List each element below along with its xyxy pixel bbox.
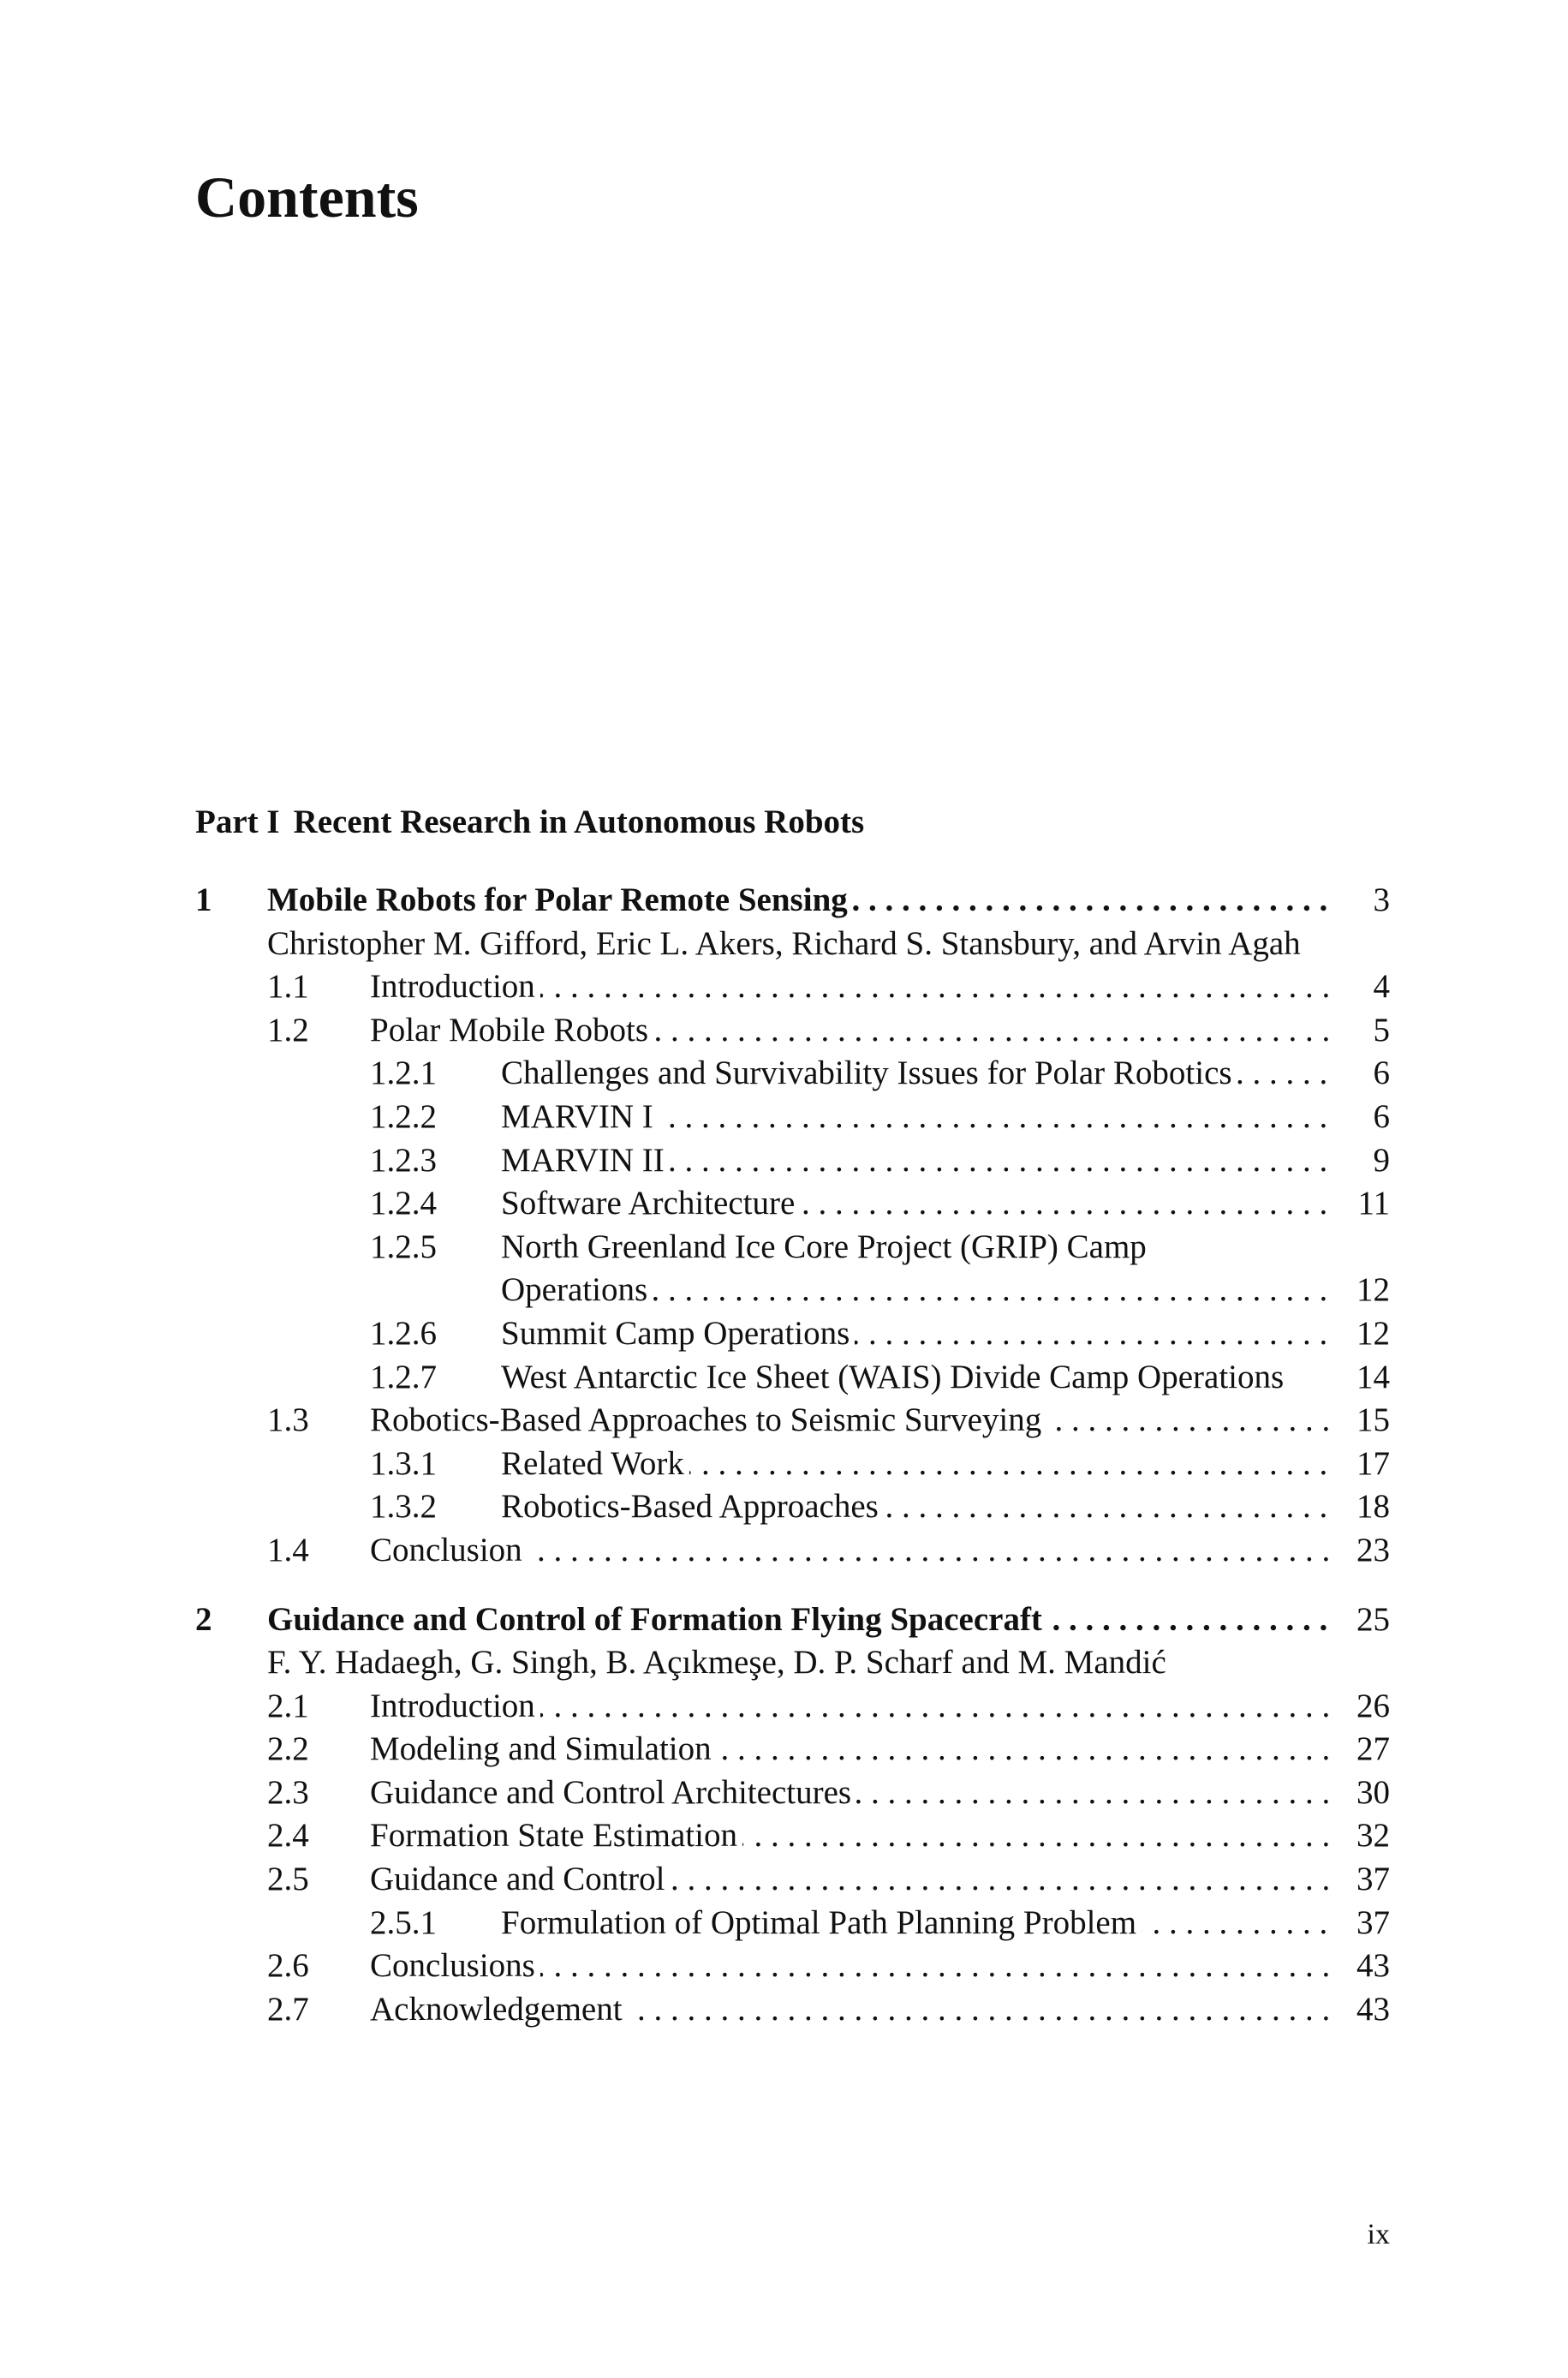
section-number: 1.1 [267, 968, 309, 1006]
section-number: 2.2 [267, 1730, 309, 1768]
page-title: Contents [195, 164, 419, 230]
folio-page-number: ix [1367, 2219, 1390, 2250]
page-number: 27 [1356, 1730, 1390, 1768]
toc-entry-1-2-5[interactable] [195, 1226, 1390, 1270]
toc-entry-1-1[interactable] [195, 965, 1390, 1009]
subsection-title: Challenges and Survivability Issues for Polar Robotics [501, 1055, 1237, 1091]
page-number: 12 [1356, 1314, 1390, 1352]
page-number: 4 [1373, 968, 1390, 1006]
section-number: 2.3 [267, 1773, 309, 1811]
section-number: 1.2 [267, 1011, 309, 1049]
toc-entry-2-3[interactable] [195, 1772, 1390, 1815]
subsection-title-continued: Operations [501, 1271, 653, 1308]
page-number: 18 [1356, 1488, 1390, 1526]
subsection-number: 1.2.3 [370, 1141, 437, 1179]
section-number: 2.5 [267, 1861, 309, 1898]
subsection-title: West Antarctic Ice Sheet (WAIS) Divide Camp Operations [501, 1359, 1289, 1395]
section-title: Guidance and Control [370, 1861, 670, 1897]
subsection-title: MARVIN I [501, 1098, 659, 1135]
section-number: 2.1 [267, 1687, 309, 1724]
section-title: Polar Mobile Robots [370, 1012, 653, 1049]
toc-entry-1-2-4[interactable] [195, 1182, 1390, 1226]
subsection-number: 1.2.1 [370, 1055, 437, 1092]
section-number: 1.4 [267, 1531, 309, 1568]
part-heading [195, 797, 1390, 848]
section-title: Robotics-Based Approaches to Seismic Surveying [370, 1401, 1046, 1438]
toc-entry-2-5[interactable] [195, 1858, 1390, 1902]
section-title: Introduction [370, 1688, 540, 1724]
page-number: 6 [1373, 1055, 1390, 1092]
page-number: 15 [1356, 1401, 1390, 1439]
page-number: 43 [1356, 1947, 1390, 1985]
toc-entry-2-6[interactable] [195, 1945, 1390, 1988]
chapter-2 [195, 1598, 1390, 2032]
page-number: 6 [1373, 1097, 1390, 1135]
chapter-authors: F. Y. Hadaegh, G. Singh, B. Açıkmeşe, D. P. Scharf and M. Mandić [267, 1644, 1166, 1682]
toc-entry-1-4[interactable] [195, 1529, 1390, 1573]
chapter-authors: Christopher M. Gifford, Eric L. Akers, Richard S. Stansbury, and Arvin Agah [267, 924, 1301, 962]
chapter-number: 2 [195, 1600, 212, 1638]
subsection-number: 1.2.4 [370, 1185, 437, 1222]
page-number: 37 [1356, 1861, 1390, 1898]
toc-entry-1-2-5-continued[interactable] [195, 1269, 1390, 1312]
subsection-number: 1.2.5 [370, 1228, 437, 1265]
section-title: Acknowledgement [370, 1991, 628, 2028]
chapter-title: Guidance and Control of Formation Flying Spacecraft [267, 1601, 1047, 1638]
toc-entry-chapter-2[interactable] [195, 1598, 1390, 1642]
subsection-number: 1.2.7 [370, 1358, 437, 1395]
part-title: Recent Research in Autonomous Robots [293, 804, 865, 840]
chapter-1 [195, 879, 1390, 1573]
toc-entry-2-2[interactable] [195, 1728, 1390, 1772]
toc-entry-1-2[interactable] [195, 1009, 1390, 1053]
table-of-contents [195, 797, 1390, 2057]
section-title: Introduction [370, 968, 540, 1005]
subsection-number: 1.2.6 [370, 1314, 437, 1352]
page-number: 12 [1356, 1271, 1390, 1309]
page-number: 5 [1373, 1011, 1390, 1049]
toc-entry-1-2-7[interactable] [195, 1356, 1390, 1400]
chapter-number: 1 [195, 881, 212, 918]
subsection-title: Robotics-Based Approaches [501, 1488, 884, 1525]
page-number: 14 [1356, 1358, 1390, 1395]
section-title: Modeling and Simulation [370, 1730, 717, 1767]
page-number: 32 [1356, 1817, 1390, 1855]
subsection-title: Related Work [501, 1445, 689, 1482]
page-number: 9 [1373, 1141, 1390, 1179]
page-number: 17 [1356, 1444, 1390, 1482]
subsection-title: Summit Camp Operations [501, 1315, 855, 1352]
toc-entry-1-2-3[interactable] [195, 1139, 1390, 1183]
subsection-number: 1.2.2 [370, 1097, 437, 1135]
toc-entry-2-7[interactable] [195, 1988, 1390, 2032]
page-number: 37 [1356, 1903, 1390, 1941]
subsection-title: MARVIN II [501, 1142, 670, 1179]
toc-entry-chapter-1[interactable] [195, 879, 1390, 923]
subsection-number: 1.3.2 [370, 1488, 437, 1526]
toc-entry-1-2-2[interactable] [195, 1096, 1390, 1139]
section-title: Formation State Estimation [370, 1817, 742, 1854]
section-number: 2.6 [267, 1947, 309, 1985]
toc-entry-2-5-1[interactable] [195, 1902, 1390, 1945]
toc-entry-2-4[interactable] [195, 1814, 1390, 1858]
part-label: Part I [195, 804, 280, 840]
page-number: 25 [1356, 1600, 1390, 1638]
page-number: 23 [1356, 1531, 1390, 1568]
section-number: 2.7 [267, 1990, 309, 2028]
section-title: Conclusions [370, 1947, 540, 1984]
chapter-title: Mobile Robots for Polar Remote Sensing [267, 881, 853, 918]
page-number: 11 [1357, 1185, 1390, 1222]
page-number: 30 [1356, 1773, 1390, 1811]
subsection-title: Software Architecture [501, 1185, 800, 1222]
page-number: 43 [1356, 1990, 1390, 2028]
toc-entry-1-2-1[interactable] [195, 1052, 1390, 1096]
page-number: 3 [1373, 881, 1390, 918]
toc-entry-1-3-2[interactable] [195, 1485, 1390, 1529]
toc-entry-1-3[interactable] [195, 1399, 1390, 1443]
subsection-number: 1.3.1 [370, 1444, 437, 1482]
section-title: Conclusion [370, 1532, 528, 1568]
section-number: 2.4 [267, 1817, 309, 1855]
toc-entry-1-3-1[interactable] [195, 1443, 1390, 1486]
subsection-title: North Greenland Ice Core Project (GRIP) Camp [501, 1228, 1152, 1265]
subsection-title: Formulation of Optimal Path Planning Problem [501, 1904, 1142, 1941]
section-title: Guidance and Control Architectures [370, 1774, 856, 1811]
subsection-number: 2.5.1 [370, 1903, 437, 1941]
toc-entry-1-2-6[interactable] [195, 1312, 1390, 1356]
page-number: 26 [1356, 1687, 1390, 1724]
toc-entry-2-1[interactable] [195, 1685, 1390, 1729]
section-number: 1.3 [267, 1401, 309, 1439]
